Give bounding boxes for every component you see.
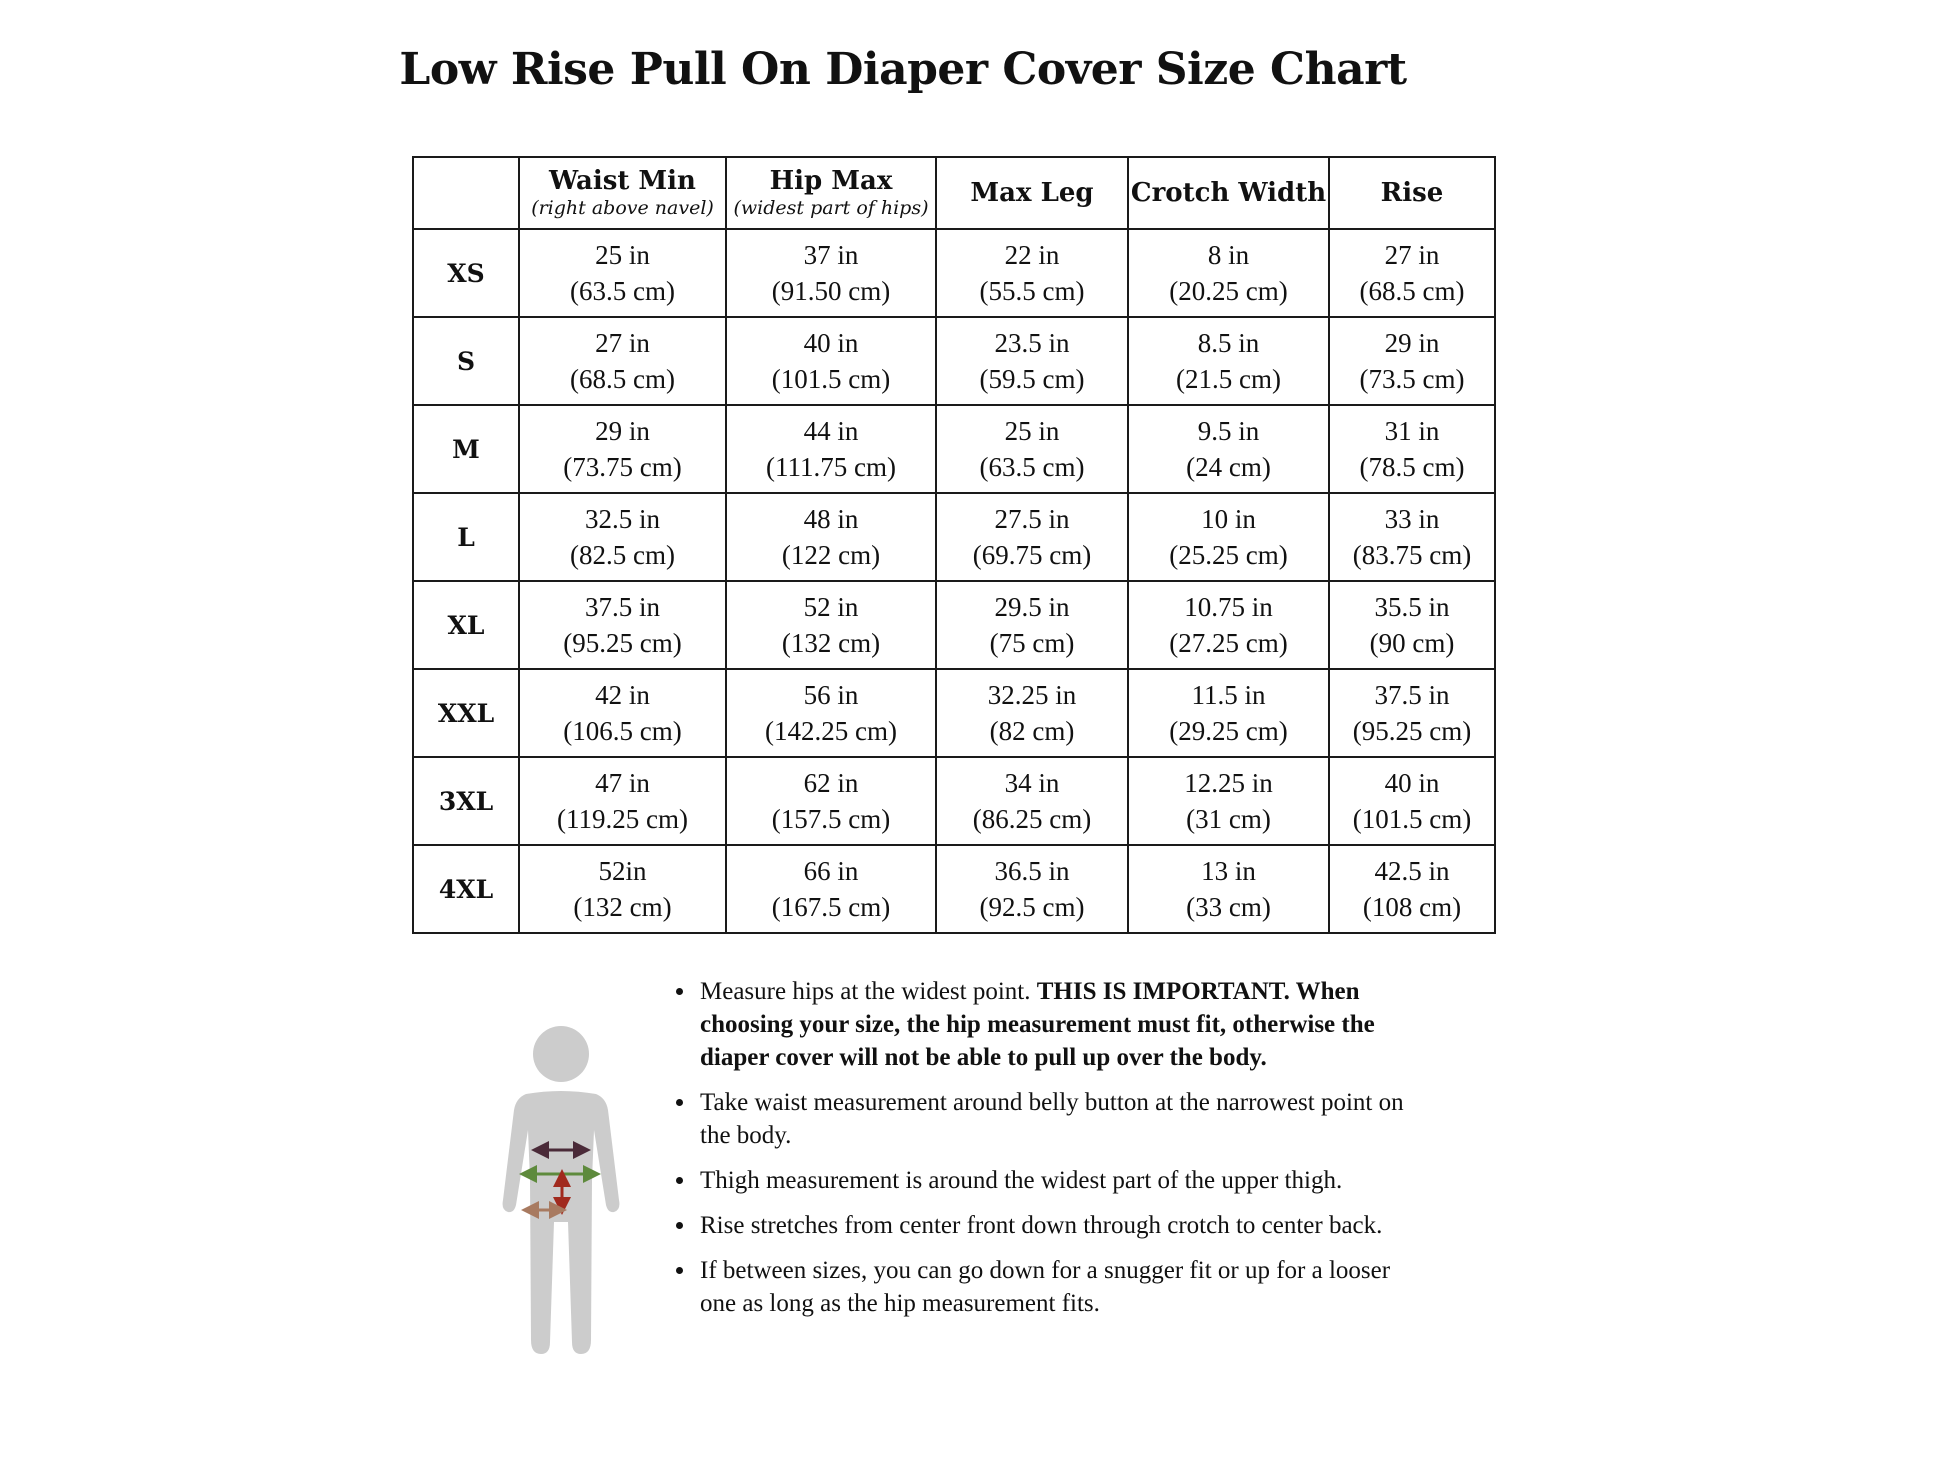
note-thigh: Thigh measurement is around the widest part of the upper thigh. xyxy=(700,1164,1420,1197)
inches-value: 42 in xyxy=(595,680,650,710)
cm-value: (91.50 cm) xyxy=(771,276,891,306)
cm-value: (25.25 cm) xyxy=(1169,540,1288,570)
measurement-cell xyxy=(519,229,726,317)
inches-value: 10 in xyxy=(1201,504,1256,534)
inches-value: 32.5 in xyxy=(584,504,660,534)
table-row xyxy=(413,493,1495,581)
inches-value: 27 in xyxy=(1384,240,1440,270)
cm-value: (101.5 cm) xyxy=(1352,804,1472,834)
cm-value: (59.5 cm) xyxy=(979,364,1085,394)
measurement-cell xyxy=(936,317,1128,405)
note-between-sizes: If between sizes, you can go down for a snugger fit or up for a looser one as long as the hip measurement fits. xyxy=(700,1254,1420,1320)
cm-value: (82 cm) xyxy=(989,716,1075,746)
measurement-cell xyxy=(936,229,1128,317)
table-row xyxy=(413,229,1495,317)
cm-value: (73.75 cm) xyxy=(563,452,682,482)
cm-value: (142.25 cm) xyxy=(765,716,897,746)
column-sublabel: (widest part of hips) xyxy=(733,197,929,219)
column-label: Rise xyxy=(1380,178,1444,208)
inches-value: 31 in xyxy=(1384,416,1440,446)
note-rise: Rise stretches from center front down through crotch to center back. xyxy=(700,1209,1420,1242)
measurement-cell xyxy=(726,845,936,933)
cm-value: (27.25 cm) xyxy=(1169,628,1288,658)
inches-value: 27 in xyxy=(595,328,650,358)
cm-value: (29.25 cm) xyxy=(1169,716,1288,746)
table-row xyxy=(413,405,1495,493)
inches-value: 44 in xyxy=(803,416,859,446)
inches-value: 37 in xyxy=(803,240,859,270)
column-label: Hip Max xyxy=(769,166,893,196)
cm-value: (106.5 cm) xyxy=(563,716,682,746)
cm-value: (75 cm) xyxy=(989,628,1075,658)
measurement-cell xyxy=(726,581,936,669)
cm-value: (86.25 cm) xyxy=(972,804,1092,834)
cm-value: (132 cm) xyxy=(573,892,672,922)
cm-value: (68.5 cm) xyxy=(570,364,675,394)
inches-value: 29 in xyxy=(1384,328,1440,358)
measurement-cell xyxy=(519,669,726,757)
cm-value: (78.5 cm) xyxy=(1359,452,1465,482)
measurement-cell xyxy=(1128,757,1329,845)
measurement-cell xyxy=(519,317,726,405)
measurement-notes xyxy=(660,975,1420,1332)
measurement-cell xyxy=(1329,405,1495,493)
table-body xyxy=(413,229,1495,933)
column-header-rise xyxy=(1329,157,1495,229)
cm-value: (20.25 cm) xyxy=(1169,276,1288,306)
measurement-cell xyxy=(936,405,1128,493)
measurement-cell xyxy=(726,757,936,845)
cm-value: (132 cm) xyxy=(781,628,881,658)
cm-value: (33 cm) xyxy=(1186,892,1271,922)
inches-value: 23.5 in xyxy=(994,328,1070,358)
cm-value: (90 cm) xyxy=(1369,628,1455,658)
inches-value: 48 in xyxy=(803,504,859,534)
measurement-cell xyxy=(936,845,1128,933)
column-header-hip xyxy=(726,157,936,229)
inches-value: 32.25 in xyxy=(987,680,1077,710)
cm-value: (95.25 cm) xyxy=(563,628,682,658)
measurement-cell xyxy=(1329,669,1495,757)
size-label: S xyxy=(413,317,519,405)
cm-value: (167.5 cm) xyxy=(771,892,891,922)
table-row xyxy=(413,845,1495,933)
measurement-cell xyxy=(1128,669,1329,757)
cm-value: (95.25 cm) xyxy=(1352,716,1472,746)
measurement-cell xyxy=(519,493,726,581)
measurement-cell xyxy=(1329,493,1495,581)
inches-value: 37.5 in xyxy=(584,592,660,622)
measurement-cell xyxy=(1128,317,1329,405)
measurement-cell xyxy=(1128,405,1329,493)
inches-value: 62 in xyxy=(803,768,859,798)
measurement-cell xyxy=(519,845,726,933)
corner-cell xyxy=(413,157,519,229)
note-hips xyxy=(700,975,1420,1074)
column-label: Crotch Width xyxy=(1130,178,1327,208)
column-label: Waist Min xyxy=(549,166,696,196)
column-header-leg xyxy=(936,157,1128,229)
size-chart-table xyxy=(412,156,1496,934)
cm-value: (119.25 cm) xyxy=(557,804,688,834)
inches-value: 29.5 in xyxy=(994,592,1070,622)
inches-value: 10.75 in xyxy=(1184,592,1273,622)
column-label: Max Leg xyxy=(970,178,1094,208)
column-header-waist xyxy=(519,157,726,229)
inches-value: 35.5 in xyxy=(1374,592,1450,622)
table-row xyxy=(413,669,1495,757)
note-hips-text: Measure hips at the widest point. xyxy=(700,978,1037,1005)
cm-value: (68.5 cm) xyxy=(1359,276,1465,306)
table-row xyxy=(413,317,1495,405)
measurement-cell xyxy=(1128,581,1329,669)
column-sublabel: (right above navel) xyxy=(531,197,714,219)
measurement-cell xyxy=(519,581,726,669)
header-row xyxy=(413,157,1495,229)
cm-value: (108 cm) xyxy=(1362,892,1462,922)
inches-value: 25 in xyxy=(1004,416,1060,446)
inches-value: 8.5 in xyxy=(1197,328,1260,358)
inches-value: 40 in xyxy=(1384,768,1440,798)
cm-value: (24 cm) xyxy=(1186,452,1271,482)
cm-value: (21.5 cm) xyxy=(1176,364,1281,394)
measurement-cell xyxy=(726,229,936,317)
inches-value: 34 in xyxy=(1004,768,1060,798)
column-header-crotch xyxy=(1128,157,1329,229)
measurement-cell xyxy=(726,669,936,757)
measurement-cell xyxy=(1329,757,1495,845)
measurement-cell xyxy=(1329,845,1495,933)
measurement-cell xyxy=(726,405,936,493)
inches-value: 27.5 in xyxy=(994,504,1070,534)
inches-value: 22 in xyxy=(1004,240,1060,270)
inches-value: 11.5 in xyxy=(1191,680,1266,710)
size-label: 4XL xyxy=(413,845,519,933)
inches-value: 42.5 in xyxy=(1374,856,1450,886)
inches-value: 56 in xyxy=(803,680,859,710)
measurement-cell xyxy=(519,757,726,845)
table-row xyxy=(413,581,1495,669)
inches-value: 12.25 in xyxy=(1184,768,1273,798)
note-waist: Take waist measurement around belly button at the narrowest point on the body. xyxy=(700,1086,1420,1152)
inches-value: 52 in xyxy=(803,592,859,622)
size-label: XL xyxy=(413,581,519,669)
cm-value: (69.75 cm) xyxy=(972,540,1092,570)
inches-value: 37.5 in xyxy=(1374,680,1450,710)
measurement-cell xyxy=(1128,229,1329,317)
measurement-cell xyxy=(1128,493,1329,581)
cm-value: (157.5 cm) xyxy=(771,804,891,834)
cm-value: (73.5 cm) xyxy=(1359,364,1465,394)
note-hips-important: THIS IS IMPORTANT. When choosing your size, the hip measurement must fit, otherwise the diaper cover will not be able to pull up over the body. xyxy=(700,978,1375,1071)
size-label: 3XL xyxy=(413,757,519,845)
cm-value: (122 cm) xyxy=(781,540,881,570)
measurement-cell xyxy=(726,493,936,581)
measurement-cell xyxy=(1128,845,1329,933)
cm-value: (63.5 cm) xyxy=(570,276,675,306)
body-measurement-figure-icon xyxy=(486,1010,636,1360)
measurement-cell xyxy=(726,317,936,405)
inches-value: 13 in xyxy=(1201,856,1256,886)
size-label: XS xyxy=(413,229,519,317)
measurement-cell xyxy=(1329,229,1495,317)
cm-value: (101.5 cm) xyxy=(771,364,891,394)
size-label: XXL xyxy=(413,669,519,757)
table-row xyxy=(413,757,1495,845)
inches-value: 52in xyxy=(598,856,647,886)
inches-value: 36.5 in xyxy=(994,856,1070,886)
measurement-cell xyxy=(936,493,1128,581)
inches-value: 40 in xyxy=(803,328,859,358)
size-label: L xyxy=(413,493,519,581)
cm-value: (63.5 cm) xyxy=(979,452,1085,482)
measurement-cell xyxy=(936,757,1128,845)
inches-value: 29 in xyxy=(595,416,650,446)
size-label: M xyxy=(413,405,519,493)
inches-value: 66 in xyxy=(803,856,859,886)
measurement-cell xyxy=(936,669,1128,757)
measurement-cell xyxy=(519,405,726,493)
cm-value: (31 cm) xyxy=(1186,804,1271,834)
cm-value: (55.5 cm) xyxy=(979,276,1085,306)
cm-value: (92.5 cm) xyxy=(979,892,1085,922)
inches-value: 33 in xyxy=(1384,504,1440,534)
inches-value: 9.5 in xyxy=(1197,416,1260,446)
cm-value: (83.75 cm) xyxy=(1352,540,1472,570)
inches-value: 47 in xyxy=(595,768,650,798)
cm-value: (111.75 cm) xyxy=(766,452,896,482)
inches-value: 8 in xyxy=(1207,240,1250,270)
page-title: Low Rise Pull On Diaper Cover Size Chart xyxy=(399,44,1407,95)
inches-value: 25 in xyxy=(595,240,650,270)
cm-value: (82.5 cm) xyxy=(570,540,675,570)
measurement-cell xyxy=(1329,317,1495,405)
measurement-cell xyxy=(1329,581,1495,669)
measurement-cell xyxy=(936,581,1128,669)
